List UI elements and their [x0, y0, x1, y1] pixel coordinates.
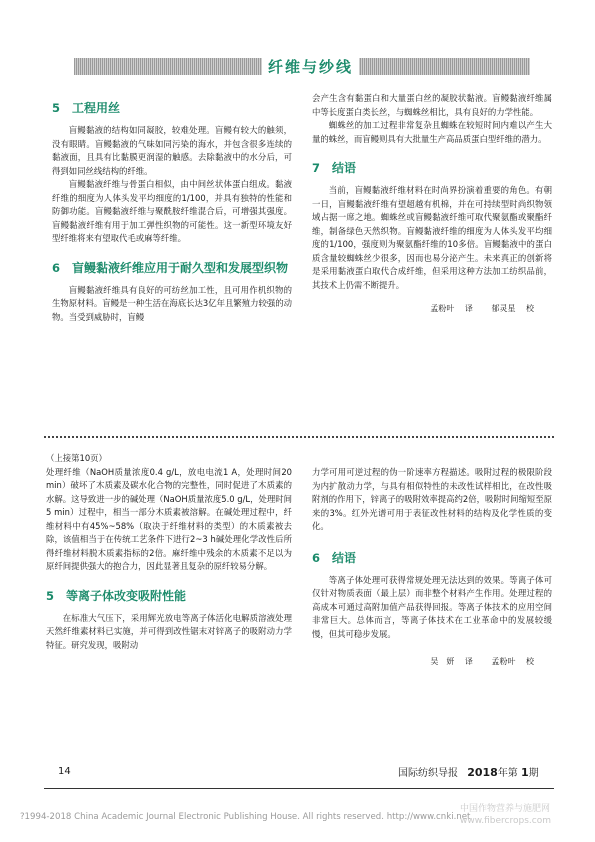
paragraph: 盲鳗黏液的结构如同凝胶，较难处理。盲鳗有较大的触须，没有眼睛。盲鳗黏液的气味如同污染的海水，并包含很多连续的黏液面，且具有比黏膜更润湿的触感。去除黏液中的水分后，可得到如同丝线结构的纤维。: [52, 125, 292, 176]
paragraph: 盲鳗黏液纤维具有良好的可纺丝加工性，且可用作机织物的生物原材料。盲鳗是一种生活在海底长达3亿年且繁殖力较强的动物。当受到威胁时，盲鳗: [52, 284, 292, 322]
top-right-column: [312, 92, 552, 316]
section-title: 盲鳗黏液纤维应用于耐久型和发展型织物: [72, 260, 289, 275]
section-title: 工程用丝: [72, 101, 121, 115]
section-number: 5: [46, 588, 55, 603]
paragraph: 蜘蛛丝的加工过程非常复杂且蜘蛛在较短时间内难以产生大量的蛛丝，而盲鳗则具有大批量生产高品质蛋白型纤维的潜力。: [312, 120, 552, 144]
page-number: 14: [58, 766, 71, 777]
paragraph: 力学可用可逆过程的伪一阶速率方程描述。吸附过程的极限阶段为内扩散动力学，与具有相似特性的未改性试样相比，在改性吸附剂的作用下，锌离子的吸附效率提高约2倍，吸附时间缩短至原来的3%。红外光谱可用于表征改性材料的结构及化学性质的变化。: [312, 467, 552, 531]
paragraph: 等离子体处理可获得常规处理无法达到的效果。等离子体可仅针对物质表面（最上层）而非整个材料产生作用。处理过程的高成本可通过高附加值产品获得回报。等离子体技术的应用空间非常巨大。总体而言，等离子体技术在工业革命中的发展较缓慢，但其可稳步发展。: [312, 574, 552, 639]
paragraph: 在标准大气压下，采用辉光放电等离子体活化电解质溶液处理天然纤维素材料已实施，并可得到改性锯末对锌离子的吸附动力学特征。研究发现，吸附动: [46, 612, 292, 650]
bottom-right-column: [312, 466, 552, 669]
watermark-line: www.fibercrops.com: [460, 816, 551, 826]
section-heading: [52, 260, 292, 276]
top-left-column: [52, 100, 292, 324]
paragraph: 盲鳗黏液纤维与骨蛋白相似，由中间丝状体蛋白组成。黏液纤维的细度为人体头发平均细度的1/100，并具有独特的性能和防御功能。盲鳗黏液纤维与聚酰胺纤维混合后，可增强其强度。盲鳗黏液纤维有用于加工弹性织物的可能性。这一新型环境友好型纤维将来有望取代毛或麻等纤维。: [52, 179, 292, 243]
paragraph: 会产生含有黏蛋白和大量蛋白丝的凝胶状黏液。盲鳗黏液纤维属中等长度蛋白类长丝，与蜘蛛丝相比，具有良好的力学性能。: [312, 93, 552, 117]
section-header-title: 纤维与纱线: [262, 56, 359, 78]
issue-number: 1: [521, 766, 529, 779]
paragraph: 当前，盲鳗黏液纤维材料在时尚界扮演着重要的角色。有朝一日，盲鳗黏液纤维有望超越有机棉，并在可持续型时尚织物领域占据一席之地。蜘蛛丝或盲鳗黏液纤维可取代聚氨酯或聚酯纤维，制备绿色天然织物。盲鳗黏液纤维的细度为人体头发平均细度的1/100，强度则为聚氨酯纤维的10多倍。盲鳗黏液中的蛋白质含量较蜘蛛丝少很多，因而也易分泌产生。未来真正的创新将是采用黏液蛋白取代合成纤维，但采用这种方法加工纺织品前，其技术上仍需不断提升。: [312, 185, 552, 290]
section-title: 结语: [332, 550, 357, 565]
section-title: 等离子体改变吸附性能: [66, 588, 187, 603]
section-number: 6: [312, 550, 321, 565]
journal-name: 国际纺织导报: [398, 768, 458, 779]
watermark: [460, 803, 551, 827]
translator-credit: 孟粉叶 译 郁灵星 校: [430, 304, 534, 313]
footer-rule: [44, 788, 554, 789]
section-title: 结语: [332, 161, 357, 175]
section-divider: [44, 436, 554, 438]
section-heading: [52, 100, 292, 116]
issue-text: 年第: [497, 768, 518, 779]
bottom-left-column: [46, 452, 292, 652]
section-number: 6: [52, 260, 61, 275]
copyright-notice: ?1994-2018 China Academic Journal Electronic Publishing House. All rights reserved. http://www.cnki.net: [20, 812, 471, 822]
journal-year: 2018: [467, 766, 498, 779]
section-heading: [46, 588, 292, 604]
issue-suffix: 期: [528, 768, 539, 779]
journal-issue: [398, 764, 539, 779]
watermark-line: 中国作物营养与施肥网: [460, 804, 551, 814]
section-number: 7: [312, 161, 321, 175]
paragraph: 处理纤维（NaOH质量浓度0.4 g/L，放电电流1 A，处理时间20 min）破坏了木质素及碳水化合物的完整性，同时促进了木质素的水解。这导致进一步的碱处理（NaOH质量浓度5.0 g/L，处理时间5 min）过程中，相当一部分木质素被溶解。在碱处理过程中，纤维材料中有45%~58%（取决于纤维材料的类型）的木质素被去除，该值相当于在传统工艺条件下进行2~3 h碱处理化学改性后所得纤维材料脱木质素指标的2倍。麻纤维中残余的木质素不足以为原纤间提供强大的抱合力，因此显著且复杂的原纤较易分解。: [46, 466, 292, 571]
section-heading: [312, 550, 552, 566]
continued-note: （上接第10页）: [46, 453, 107, 463]
section-heading: [312, 160, 552, 176]
translator-credit: 吴 妍 译 孟粉叶 校: [430, 657, 534, 666]
section-number: 5: [52, 101, 61, 115]
